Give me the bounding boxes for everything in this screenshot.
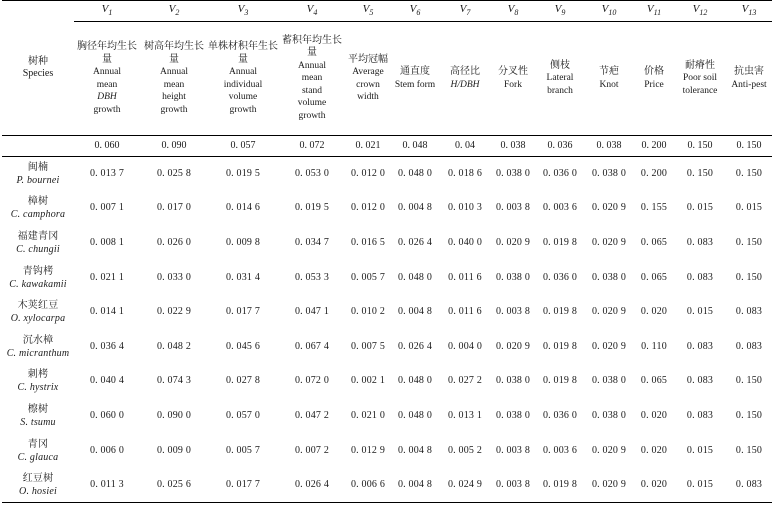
weight-cell: 0. 048 — [390, 136, 440, 157]
value-cell: 0. 020 9 — [591, 306, 627, 318]
value-cell: 0. 083 — [686, 271, 714, 283]
value-cell: 0. 021 1 — [89, 271, 125, 283]
value-cell: 0. 019 8 — [536, 468, 584, 503]
table-row — [2, 468, 772, 503]
species-header-en: Species — [22, 68, 54, 79]
species-cell — [2, 399, 74, 434]
column-label-en: growth — [229, 104, 257, 115]
column-label-cn: 价格 — [644, 66, 664, 77]
variable-header-v7 — [440, 1, 490, 22]
column-description-v8 — [490, 22, 536, 136]
variable-subscript: 9 — [561, 8, 566, 18]
variable-subscript: 6 — [416, 8, 421, 18]
weight-cell: 0. 057 — [208, 136, 278, 157]
variable-header-v13 — [726, 1, 772, 22]
species-name-latin: C. glauca — [17, 451, 59, 463]
variable-header-v12 — [674, 1, 726, 22]
column-label-cn: 通直度 — [400, 66, 430, 77]
weight-cell: 0. 021 — [346, 136, 390, 157]
table-row — [2, 295, 772, 330]
column-label-en: Lateral — [546, 73, 574, 84]
column-label-cn: 高径比 — [450, 66, 480, 77]
variable-symbol: V — [692, 2, 700, 15]
value-cell: 0. 065 — [640, 375, 668, 387]
column-description-v9 — [536, 22, 584, 136]
value-cell: 0. 074 3 — [156, 375, 192, 387]
column-description-v6 — [390, 22, 440, 136]
weight-cell: 0. 036 — [536, 136, 584, 157]
value-cell: 0. 002 1 — [350, 375, 386, 387]
column-label-cn: 侧枝 — [550, 59, 570, 71]
value-cell: 0. 045 6 — [225, 340, 261, 352]
column-label-cn: 分叉性 — [498, 66, 528, 77]
value-cell: 0. 013 7 — [89, 168, 125, 180]
value-cell: 0. 009 0 — [156, 444, 192, 456]
weight-cell: 0. 090 — [140, 136, 208, 157]
value-cell: 0. 048 0 — [397, 375, 433, 387]
value-cell: 0. 020 9 — [495, 236, 531, 248]
value-cell: 0. 027 8 — [225, 375, 261, 387]
species-name-latin: C. camphora — [10, 209, 66, 221]
value-cell: 0. 003 6 — [542, 202, 578, 214]
value-cell: 0. 005 7 — [225, 444, 261, 456]
species-name-cn: 青钩栲 — [22, 265, 54, 277]
value-cell: 0. 040 4 — [89, 375, 125, 387]
variable-subscript: 7 — [466, 8, 471, 18]
variable-subscript: 11 — [653, 8, 662, 18]
variable-symbol: V — [101, 2, 109, 15]
value-cell: 0. 024 9 — [440, 468, 490, 503]
column-description-v12 — [674, 22, 726, 136]
weight-cell: 0. 04 — [440, 136, 490, 157]
column-label-cn: 节疤 — [599, 66, 619, 77]
value-cell: 0. 083 — [686, 236, 714, 248]
species-cell — [2, 364, 74, 399]
value-cell: 0. 015 — [686, 306, 714, 318]
value-cell: 0. 012 0 — [350, 202, 386, 214]
variable-header-v1 — [74, 1, 140, 22]
value-cell: 0. 011 6 — [448, 306, 482, 318]
value-cell: 0. 015 — [686, 444, 714, 456]
variable-header-v6 — [390, 1, 440, 22]
column-description-v1 — [74, 22, 140, 136]
value-cell: 0. 038 0 — [495, 409, 531, 421]
value-cell: 0. 014 6 — [225, 202, 261, 214]
species-cell — [2, 468, 74, 503]
column-description-v11 — [634, 22, 674, 136]
value-cell: 0. 150 — [735, 236, 763, 248]
column-description-v13 — [726, 22, 772, 136]
value-cell: 0. 009 8 — [225, 236, 261, 248]
species-cell — [2, 226, 74, 261]
variable-header-v4 — [278, 1, 346, 22]
value-cell: 0. 004 8 — [397, 444, 433, 456]
column-label-en: tolerance — [682, 85, 718, 96]
column-label-en: Fork — [504, 79, 522, 90]
value-cell: 0. 150 — [735, 271, 763, 283]
species-weights-table — [2, 0, 772, 503]
value-cell: 0. 090 0 — [156, 409, 192, 421]
species-name-cn: 青冈 — [27, 438, 49, 450]
value-cell: 0. 020 — [640, 306, 668, 318]
column-label-en: growth — [298, 110, 326, 121]
value-cell: 0. 026 4 — [397, 236, 433, 248]
value-cell: 0. 053 3 — [294, 271, 330, 283]
species-name-latin: C. micranthum — [6, 347, 70, 359]
species-name-cn: 红豆树 — [22, 472, 54, 484]
value-cell: 0. 019 5 — [225, 168, 261, 180]
value-cell: 0. 083 — [686, 340, 714, 352]
value-cell: 0. 021 0 — [350, 409, 386, 421]
species-column-header — [2, 1, 74, 136]
column-label-cn: 抗虫害 — [734, 66, 764, 77]
column-label-en: mean — [96, 79, 118, 90]
value-cell: 0. 007 1 — [89, 202, 125, 214]
value-cell: 0. 020 — [640, 409, 668, 421]
variable-header-row — [2, 1, 772, 22]
value-cell: 0. 038 0 — [495, 271, 531, 283]
column-label-en: crown — [356, 79, 380, 90]
value-cell: 0. 027 2 — [447, 375, 483, 387]
value-cell: 0. 038 0 — [591, 271, 627, 283]
value-cell: 0. 025 8 — [156, 168, 192, 180]
value-cell: 0. 022 9 — [156, 306, 192, 318]
weight-cell: 0. 150 — [726, 136, 772, 157]
variable-subscript: 8 — [514, 8, 519, 18]
variable-header-v9 — [536, 1, 584, 22]
column-label-en: volume — [228, 92, 258, 102]
species-header-cn: 树种 — [28, 56, 48, 67]
column-label-en: stand — [301, 85, 323, 96]
variable-symbol: V — [741, 2, 749, 15]
column-label-cn: 耐瘠性 — [685, 59, 715, 71]
value-cell: 0. 040 0 — [447, 236, 483, 248]
variable-subscript: 13 — [748, 8, 757, 18]
value-cell: 0. 016 5 — [350, 236, 386, 248]
variable-subscript: 12 — [699, 8, 708, 18]
variable-symbol: V — [168, 2, 176, 15]
value-cell: 0. 011 6 — [448, 271, 482, 283]
table-row — [2, 329, 772, 364]
value-cell: 0. 006 6 — [346, 468, 390, 503]
value-cell: 0. 003 8 — [490, 468, 536, 503]
column-label-en: height — [162, 92, 186, 102]
variable-subscript: 5 — [369, 8, 374, 18]
species-name-cn: 木荚红豆 — [17, 300, 59, 312]
column-label-en-italic: DBH — [97, 92, 117, 102]
value-cell: 0. 083 — [686, 409, 714, 421]
value-cell: 0. 003 6 — [542, 444, 578, 456]
variable-header-v8 — [490, 1, 536, 22]
variable-subscript: 4 — [313, 8, 318, 18]
variable-header-v3 — [208, 1, 278, 22]
variable-symbol: V — [554, 2, 562, 15]
value-cell: 0. 015 — [686, 202, 714, 214]
column-label-en: mean — [301, 73, 323, 84]
value-cell: 0. 048 0 — [397, 168, 433, 180]
column-label-en: Price — [644, 79, 664, 90]
value-cell: 0. 110 — [641, 340, 667, 352]
value-cell: 0. 019 8 — [542, 375, 578, 387]
column-label-en: volume — [297, 98, 327, 109]
variable-symbol: V — [306, 2, 314, 15]
table-row — [2, 191, 772, 226]
column-description-v5 — [346, 22, 390, 136]
description-header-row — [2, 22, 772, 136]
value-cell: 0. 004 8 — [397, 306, 433, 318]
value-cell: 0. 020 — [640, 444, 668, 456]
value-cell: 0. 005 2 — [447, 444, 483, 456]
species-name-cn: 福建青冈 — [17, 230, 59, 242]
value-cell: 0. 036 4 — [89, 340, 125, 352]
value-cell: 0. 038 0 — [591, 168, 627, 180]
species-name-cn: 樟树 — [27, 196, 49, 208]
variable-header-v10 — [584, 1, 634, 22]
value-cell: 0. 025 6 — [140, 468, 208, 503]
value-cell: 0. 083 — [735, 340, 763, 352]
value-cell: 0. 017 0 — [156, 202, 192, 214]
column-label-en: branch — [547, 85, 573, 96]
value-cell: 0. 011 3 — [74, 468, 140, 503]
value-cell: 0. 036 0 — [542, 409, 578, 421]
variable-symbol: V — [237, 2, 245, 15]
species-name-cn: 沉水樟 — [22, 334, 54, 346]
variable-subscript: 3 — [244, 8, 249, 18]
value-cell: 0. 053 0 — [294, 168, 330, 180]
weights-row — [2, 136, 772, 157]
species-cell — [2, 433, 74, 468]
value-cell: 0. 003 8 — [495, 202, 531, 214]
value-cell: 0. 019 5 — [294, 202, 330, 214]
species-cell — [2, 295, 74, 330]
value-cell: 0. 015 — [674, 468, 726, 503]
column-label-en-tail: growth — [93, 104, 121, 115]
value-cell: 0. 048 2 — [156, 340, 192, 352]
value-cell: 0. 020 9 — [591, 444, 627, 456]
table-row — [2, 433, 772, 468]
value-cell: 0. 020 — [634, 468, 674, 503]
species-name-cn: 刺栲 — [27, 369, 49, 381]
value-cell: 0. 012 9 — [350, 444, 386, 456]
value-cell: 0. 060 0 — [89, 409, 125, 421]
table-row — [2, 364, 772, 399]
value-cell: 0. 047 2 — [294, 409, 330, 421]
column-label-en: Average — [352, 67, 384, 77]
table-row — [2, 226, 772, 261]
value-cell: 0. 003 8 — [495, 444, 531, 456]
variable-subscript: 1 — [108, 8, 113, 18]
value-cell: 0. 004 8 — [397, 202, 433, 214]
variable-header-v11 — [634, 1, 674, 22]
column-label-en: individual — [223, 79, 263, 90]
value-cell: 0. 083 — [686, 375, 714, 387]
value-cell: 0. 026 4 — [397, 340, 433, 352]
variable-symbol: V — [646, 2, 654, 15]
column-description-v2 — [140, 22, 208, 136]
species-name-latin: C. hystrix — [17, 382, 59, 394]
column-description-v10 — [584, 22, 634, 136]
value-cell: 0. 057 0 — [225, 409, 261, 421]
value-cell: 0. 150 — [735, 444, 763, 456]
column-label-en: Annual — [298, 60, 326, 71]
value-cell: 0. 020 9 — [591, 340, 627, 352]
value-cell: 0. 026 0 — [156, 236, 192, 248]
value-cell: 0. 018 6 — [447, 168, 483, 180]
variable-symbol: V — [362, 2, 370, 15]
value-cell: 0. 004 0 — [447, 340, 483, 352]
value-cell: 0. 020 9 — [584, 468, 634, 503]
column-label-en: width — [357, 92, 379, 102]
value-cell: 0. 038 0 — [591, 409, 627, 421]
column-label-cn: 单株材积年生长量 — [208, 41, 278, 65]
column-label-en: Annual — [229, 67, 257, 77]
column-label-cn: 胸径年均生长量 — [77, 41, 137, 65]
species-name-latin: C. kawakamii — [9, 278, 67, 290]
value-cell: 0. 020 9 — [591, 236, 627, 248]
column-label-en: Knot — [599, 79, 619, 90]
weight-cell: 0. 038 — [490, 136, 536, 157]
value-cell: 0. 017 7 — [208, 468, 278, 503]
value-cell: 0. 065 — [640, 271, 668, 283]
table-row — [2, 260, 772, 295]
species-name-cn: 檫树 — [27, 403, 49, 415]
column-label-en: Annual — [160, 67, 188, 77]
value-cell: 0. 010 3 — [447, 202, 483, 214]
species-cell — [2, 191, 74, 226]
variable-symbol: V — [507, 2, 515, 15]
value-cell: 0. 038 0 — [591, 375, 627, 387]
value-cell: 0. 020 9 — [495, 340, 531, 352]
column-label-en: Stem form — [394, 79, 436, 90]
value-cell: 0. 003 8 — [495, 306, 531, 318]
value-cell: 0. 017 7 — [225, 306, 261, 318]
value-cell: 0. 048 0 — [397, 409, 433, 421]
column-description-v4 — [278, 22, 346, 136]
species-name-cn: 闽楠 — [27, 162, 49, 174]
species-name-latin: O. xylocarpa — [10, 313, 66, 325]
value-cell: 0. 012 0 — [350, 168, 386, 180]
variable-header-v2 — [140, 1, 208, 22]
column-label-en: Annual — [93, 67, 121, 77]
value-cell: 0. 072 0 — [294, 375, 330, 387]
species-name-latin: P. bournei — [16, 175, 60, 187]
value-cell: 0. 036 0 — [542, 168, 578, 180]
value-cell: 0. 014 1 — [89, 306, 125, 318]
weight-cell: 0. 072 — [278, 136, 346, 157]
value-cell: 0. 019 8 — [542, 236, 578, 248]
value-cell: 0. 010 2 — [350, 306, 386, 318]
table-row — [2, 399, 772, 434]
variable-header-v5 — [346, 1, 390, 22]
value-cell: 0. 200 — [640, 168, 668, 180]
variable-symbol: V — [601, 2, 609, 15]
value-cell: 0. 036 0 — [542, 271, 578, 283]
value-cell: 0. 083 — [726, 468, 772, 503]
species-name-latin: S. tsumu — [20, 416, 56, 428]
weight-cell: 0. 038 — [584, 136, 634, 157]
table-row — [2, 157, 772, 192]
value-cell: 0. 013 1 — [447, 409, 483, 421]
value-cell: 0. 038 0 — [495, 168, 531, 180]
weight-cell: 0. 060 — [74, 136, 140, 157]
value-cell: 0. 048 0 — [397, 271, 433, 283]
value-cell: 0. 019 8 — [542, 340, 578, 352]
value-cell: 0. 083 — [735, 306, 763, 318]
variable-subscript: 2 — [175, 8, 180, 18]
value-cell: 0. 047 1 — [294, 306, 330, 318]
column-label-cn: 平均冠幅 — [348, 53, 388, 65]
weight-cell: 0. 200 — [634, 136, 674, 157]
value-cell: 0. 031 4 — [225, 271, 261, 283]
column-label-cn: 蓄积年均生长量 — [282, 34, 342, 59]
column-label-en: growth — [160, 104, 188, 115]
column-label-en-italic: H/DBH — [450, 79, 480, 90]
value-cell: 0. 150 — [735, 409, 763, 421]
value-cell: 0. 007 2 — [294, 444, 330, 456]
column-label-en: Poor soil — [682, 73, 718, 84]
value-cell: 0. 067 4 — [294, 340, 330, 352]
variable-symbol: V — [459, 2, 467, 15]
variable-subscript: 10 — [608, 8, 617, 18]
value-cell: 0. 065 — [640, 236, 668, 248]
weights-label-cell — [2, 136, 74, 157]
value-cell: 0. 155 — [640, 202, 668, 214]
species-cell — [2, 157, 74, 192]
column-label-cn: 树高年均生长量 — [144, 41, 204, 65]
value-cell: 0. 006 0 — [89, 444, 125, 456]
value-cell: 0. 004 8 — [390, 468, 440, 503]
value-cell: 0. 034 7 — [294, 236, 330, 248]
value-cell: 0. 150 — [686, 168, 714, 180]
value-cell: 0. 008 1 — [89, 236, 125, 248]
column-label-en: Anti-pest — [731, 79, 767, 90]
column-description-v7 — [440, 22, 490, 136]
column-description-v3 — [208, 22, 278, 136]
species-name-latin: O. hosiei — [19, 485, 57, 497]
value-cell: 0. 150 — [735, 168, 763, 180]
value-cell: 0. 019 8 — [542, 306, 578, 318]
weight-cell: 0. 150 — [674, 136, 726, 157]
value-cell: 0. 150 — [735, 375, 763, 387]
value-cell: 0. 038 0 — [495, 375, 531, 387]
value-cell: 0. 033 0 — [156, 271, 192, 283]
value-cell: 0. 026 4 — [278, 468, 346, 503]
value-cell: 0. 005 7 — [350, 271, 386, 283]
species-cell — [2, 260, 74, 295]
value-cell: 0. 007 5 — [350, 340, 386, 352]
value-cell: 0. 015 — [735, 202, 763, 214]
column-label-en: mean — [163, 79, 185, 90]
species-cell — [2, 329, 74, 364]
species-name-latin: C. chungii — [16, 243, 60, 255]
value-cell: 0. 020 9 — [591, 202, 627, 214]
variable-symbol: V — [409, 2, 417, 15]
data-body — [2, 157, 772, 503]
